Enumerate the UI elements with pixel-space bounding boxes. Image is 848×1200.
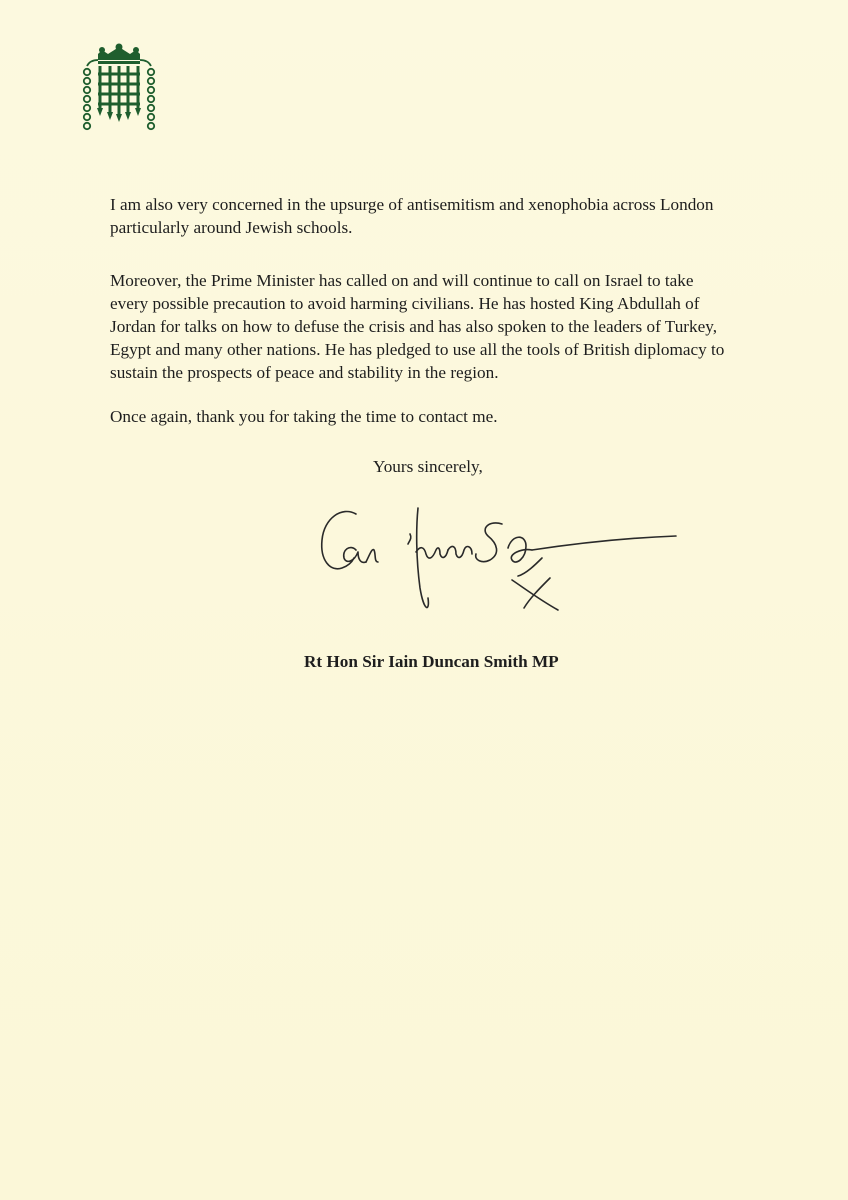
paragraph-thanks: Once again, thank you for taking the time to contact me. bbox=[110, 407, 498, 426]
paragraph-concern: I am also very concerned in the upsurge of antisemitism and xenophobia across London particularly around Jewish schools. bbox=[110, 195, 714, 237]
closing-salutation: Yours sincerely, bbox=[373, 457, 483, 476]
paragraph-prime-minister: Moreover, the Prime Minister has called on and will continue to call on Israel to take every possible precaution to avoid harming civilians. He has hosted King Abdullah of Jordan for talks on how to defuse the crisis and has also spoken to the leaders of Turkey, Egypt and many other nations. He has pledged to use all the tools of British diplomacy to sustain the prospects of peace and stability in the region. bbox=[110, 271, 725, 382]
portcullis-crest-icon bbox=[78, 42, 160, 134]
signatory-name: Rt Hon Sir Iain Duncan Smith MP bbox=[304, 652, 559, 671]
handwritten-signature bbox=[312, 488, 684, 616]
